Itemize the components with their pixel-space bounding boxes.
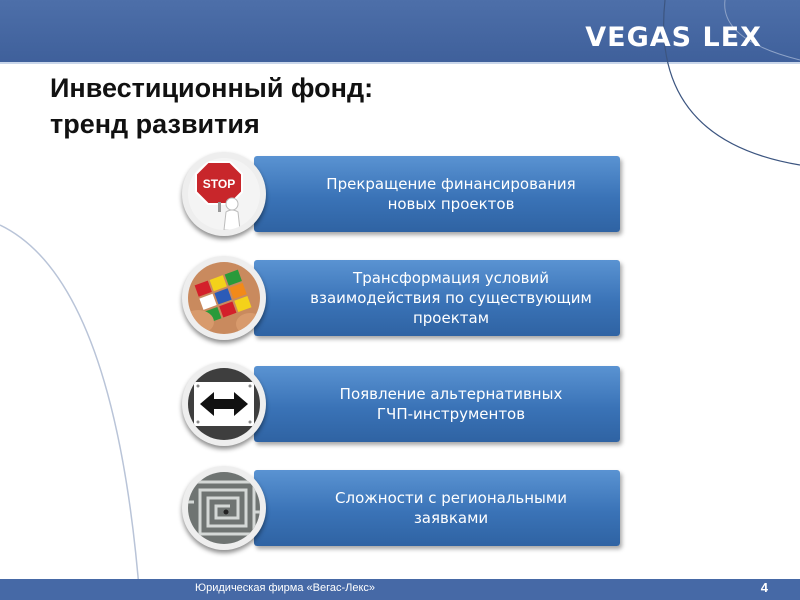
svg-text:STOP: STOP [202, 177, 236, 191]
trend-item-disc [182, 362, 266, 446]
trend-item-text: ГЧП-инструментов [376, 405, 526, 423]
trend-item-text: новых проектов [387, 195, 515, 213]
company-logo: VEGAS LEX [585, 22, 762, 53]
trend-item-box [254, 260, 620, 336]
trend-item-text: Сложности с региональными [335, 489, 567, 507]
slide-title [50, 70, 373, 142]
trend-item-box [254, 366, 620, 442]
trend-item-text: Прекращение финансирования [326, 175, 576, 193]
trend-item-text: Появление альтернативных [339, 385, 563, 403]
maze-icon [188, 472, 260, 544]
trend-item-text: взаимодействия по существующим [310, 289, 592, 307]
trend-item [182, 256, 628, 342]
footer-company-name: Юридическая фирма «Вегас-Лекс» [195, 582, 376, 594]
trend-item-disc [182, 466, 266, 550]
trend-item-disc [182, 256, 266, 340]
slide-title-line-1: Инвестиционный фонд: [50, 73, 374, 103]
footer-band [0, 579, 800, 600]
trend-item-disc [182, 152, 266, 236]
page-number: 4 [760, 580, 768, 595]
rubiks-cube-icon [188, 262, 260, 334]
trend-item-text: Трансформация условий [353, 269, 549, 287]
header-divider [0, 62, 800, 64]
double-arrow-sign-icon [188, 368, 260, 440]
trend-item [182, 152, 628, 238]
trend-item-box [254, 156, 620, 232]
trend-item-box [254, 470, 620, 546]
stop-sign-icon [188, 158, 260, 230]
trend-item-text: заявками [413, 509, 489, 527]
trend-item-text: проектам [412, 309, 490, 327]
slide-title-line-2: тренд развития [50, 109, 260, 139]
trend-item [182, 362, 628, 448]
trend-item [182, 466, 628, 552]
